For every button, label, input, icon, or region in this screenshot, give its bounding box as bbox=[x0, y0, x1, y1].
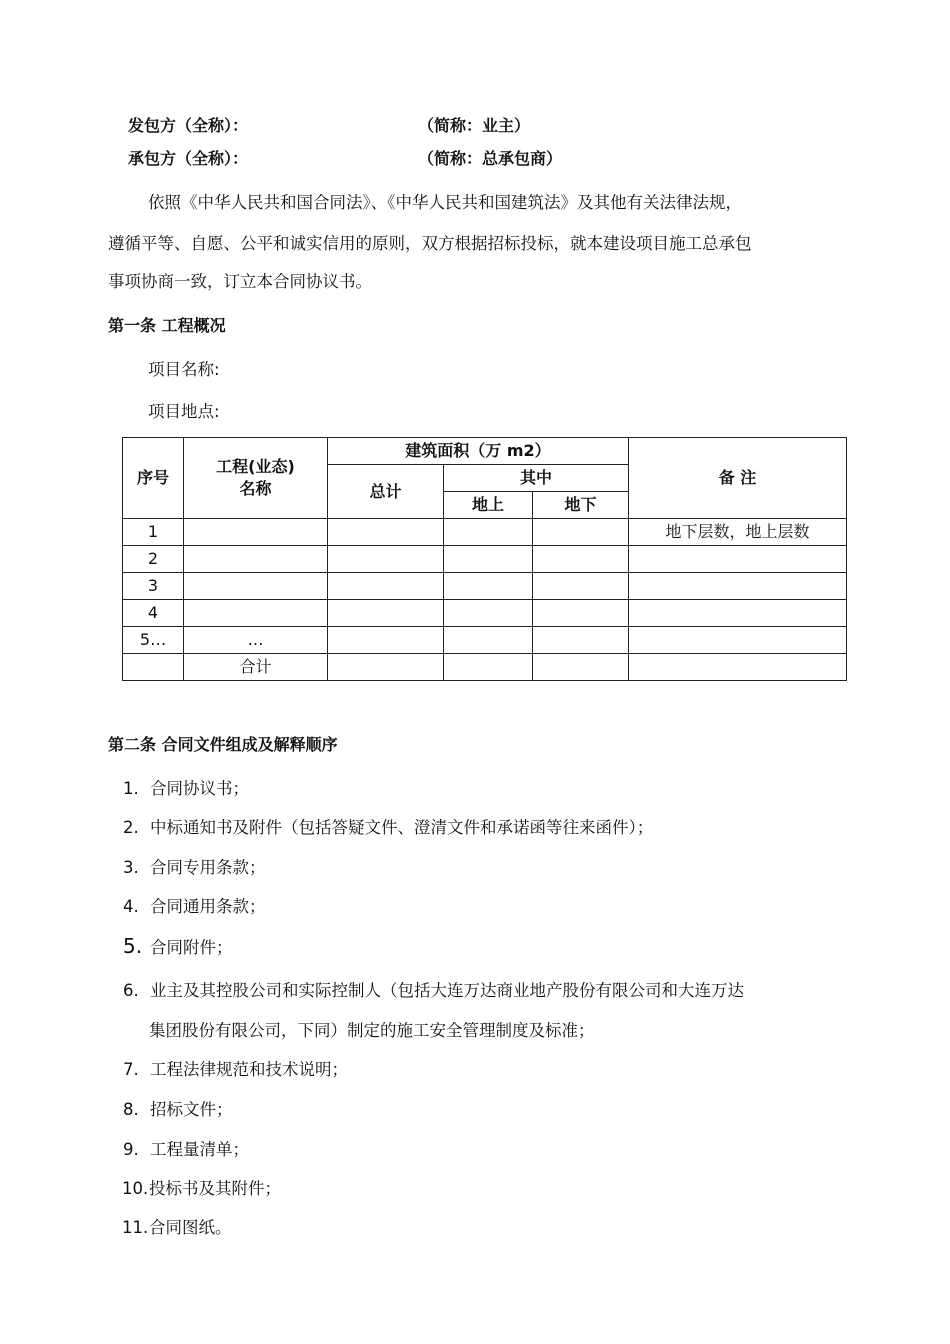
table-cell-remark: 地下层数，地上层数 bbox=[629, 519, 847, 546]
list-item-text: 中标通知书及附件（包括答疑文件、澄清文件和承诺函等往来函件）； bbox=[150, 818, 654, 837]
header-among: 其中 bbox=[444, 465, 629, 492]
table-row bbox=[123, 600, 847, 627]
table-row bbox=[123, 627, 847, 654]
project-location-label: 项目地点: bbox=[148, 402, 220, 421]
table-cell-no bbox=[123, 654, 184, 681]
table-cell-no: 3 bbox=[123, 573, 184, 600]
list-item-number: 10. bbox=[122, 1179, 149, 1198]
intro-line-2: 遵循平等、自愿、公平和诚实信用的原则，双方根据招标投标，就本建设项目施工总承包 bbox=[108, 234, 752, 253]
employer-short-name: （简称：业主） bbox=[418, 116, 531, 135]
list-item-text: 投标书及其附件； bbox=[149, 1179, 281, 1198]
table-cell-below bbox=[533, 573, 629, 600]
table-cell-total bbox=[328, 519, 444, 546]
list-item-number: 5. bbox=[123, 934, 143, 958]
table-cell-below bbox=[533, 546, 629, 573]
list-item-number: 6. bbox=[123, 981, 139, 1000]
table-cell-above bbox=[444, 573, 533, 600]
list-item bbox=[149, 1017, 595, 1041]
list-item-text: 集团股份有限公司，下同）制定的施工安全管理制度及标准； bbox=[149, 1021, 595, 1040]
table-cell-name: … bbox=[184, 627, 328, 654]
table-cell-below bbox=[533, 519, 629, 546]
list-item bbox=[123, 934, 233, 958]
list-item-number: 11. bbox=[122, 1218, 149, 1237]
list-item bbox=[122, 1175, 281, 1199]
table-cell-no: 2 bbox=[123, 546, 184, 573]
list-item-text: 工程法律规范和技术说明； bbox=[150, 1060, 348, 1079]
header-project-name-line2: 名称 bbox=[239, 479, 272, 498]
list-item bbox=[123, 775, 249, 799]
list-item bbox=[123, 1096, 233, 1120]
list-item-number: 3. bbox=[123, 858, 139, 877]
table-cell-name bbox=[184, 600, 328, 627]
table-cell-above bbox=[444, 627, 533, 654]
table-row bbox=[123, 519, 847, 546]
list-item-text: 合同通用条款； bbox=[150, 897, 266, 916]
list-item-number: 8. bbox=[123, 1100, 139, 1119]
table-row bbox=[123, 573, 847, 600]
project-area-table bbox=[122, 437, 847, 681]
header-serial-no: 序号 bbox=[123, 438, 184, 519]
list-item-number: 2. bbox=[123, 818, 139, 837]
header-below-ground: 地下 bbox=[533, 492, 629, 519]
table-cell-below bbox=[533, 627, 629, 654]
table-cell-remark bbox=[629, 627, 847, 654]
table-cell-total bbox=[328, 546, 444, 573]
list-item-text: 工程量清单； bbox=[150, 1140, 249, 1159]
list-item bbox=[123, 1056, 348, 1080]
intro-line-1: 依照《中华人民共和国合同法》、《中华人民共和国建筑法》及其他有关法律法规， bbox=[148, 193, 742, 212]
list-item bbox=[123, 893, 266, 917]
contractor-short-name: （简称：总承包商） bbox=[418, 149, 563, 168]
table-cell-above bbox=[444, 600, 533, 627]
table-cell-no: 1 bbox=[123, 519, 184, 546]
employer-label: 发包方（全称）： bbox=[128, 116, 249, 135]
article-2-title: 第二条 合同文件组成及解释顺序 bbox=[108, 735, 338, 754]
list-item-text: 合同附件； bbox=[150, 938, 233, 957]
table-cell-no: 5… bbox=[123, 627, 184, 654]
article-1-title: 第一条 工程概况 bbox=[108, 316, 226, 335]
list-item-text: 合同协议书； bbox=[150, 779, 249, 798]
list-item-number: 1. bbox=[123, 779, 139, 798]
header-remarks: 备 注 bbox=[629, 438, 847, 519]
table-cell-above bbox=[444, 654, 533, 681]
table-cell-total bbox=[328, 654, 444, 681]
list-item bbox=[123, 977, 744, 1001]
list-item bbox=[123, 854, 266, 878]
table-cell-remark bbox=[629, 573, 847, 600]
table-row bbox=[123, 654, 847, 681]
list-item-number: 7. bbox=[123, 1060, 139, 1079]
table-cell-name bbox=[184, 546, 328, 573]
list-item-text: 招标文件； bbox=[150, 1100, 233, 1119]
table-cell-total bbox=[328, 627, 444, 654]
header-building-area: 建筑面积（万 m2） bbox=[328, 438, 629, 465]
table-cell-total bbox=[328, 573, 444, 600]
table-cell-above bbox=[444, 519, 533, 546]
table-cell-total bbox=[328, 600, 444, 627]
list-item bbox=[123, 814, 653, 838]
intro-line-3: 事项协商一致，订立本合同协议书。 bbox=[108, 272, 372, 291]
table-cell-below bbox=[533, 600, 629, 627]
list-item-text: 合同图纸。 bbox=[149, 1218, 232, 1237]
table-cell-name bbox=[184, 519, 328, 546]
header-project-name-line1: 工程(业态) bbox=[216, 457, 295, 476]
list-item bbox=[122, 1214, 232, 1238]
project-name-label: 项目名称: bbox=[148, 360, 220, 379]
list-item-text: 合同专用条款； bbox=[150, 858, 266, 877]
list-item-text: 业主及其控股公司和实际控制人（包括大连万达商业地产股份有限公司和大连万达 bbox=[150, 981, 744, 1000]
table-cell-remark bbox=[629, 654, 847, 681]
contractor-label: 承包方（全称）： bbox=[128, 149, 249, 168]
table-cell-name: 合计 bbox=[184, 654, 328, 681]
table-cell-below bbox=[533, 654, 629, 681]
table-cell-name bbox=[184, 573, 328, 600]
list-item-number: 4. bbox=[123, 897, 139, 916]
table-cell-remark bbox=[629, 546, 847, 573]
list-item bbox=[123, 1136, 249, 1160]
table-cell-above bbox=[444, 546, 533, 573]
table-cell-remark bbox=[629, 600, 847, 627]
table-row bbox=[123, 546, 847, 573]
header-above-ground: 地上 bbox=[444, 492, 533, 519]
header-total: 总计 bbox=[328, 465, 444, 519]
table-cell-no: 4 bbox=[123, 600, 184, 627]
list-item-number: 9. bbox=[123, 1140, 139, 1159]
header-project-name bbox=[184, 438, 328, 519]
